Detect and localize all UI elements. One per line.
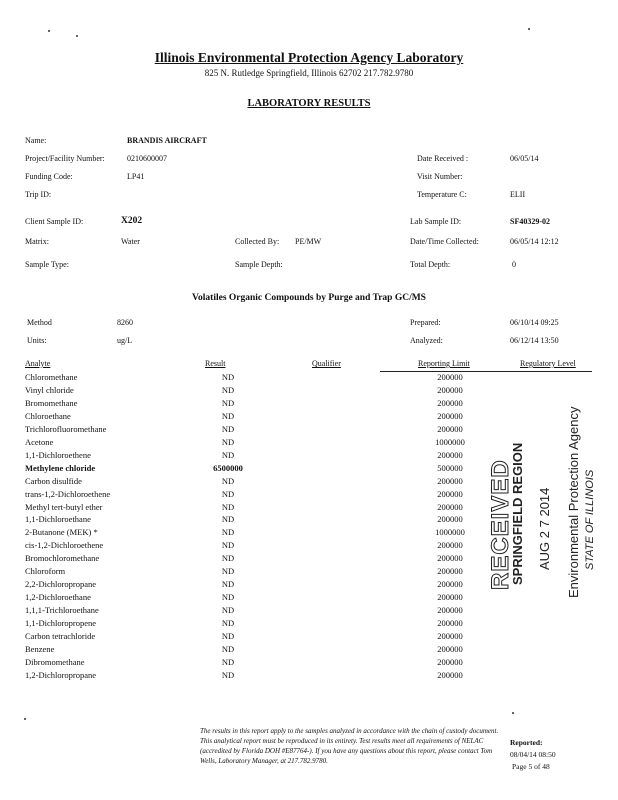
result-value: ND bbox=[221, 397, 235, 408]
footer-disclaimer: The results in this report apply to the samples analyzed in accordance with the chain of custody document. This analytical report must be reproduced in its entirety. Test results meet all requirements of NELAC (accredited by Florida DOH #E87764-). If you have any questions about this report, please contact Tom Wells, Laboratory Manager, at 217.782.9780. bbox=[200, 727, 499, 765]
result-value: ND bbox=[221, 423, 235, 434]
lab-sample-label: Lab Sample ID: bbox=[410, 217, 462, 226]
result-value: ND bbox=[221, 579, 235, 590]
reporting-limit-value: 200000 bbox=[437, 475, 463, 486]
result-value: ND bbox=[221, 527, 235, 538]
table-row bbox=[0, 489, 618, 502]
temperature-label: Temperature C: bbox=[417, 190, 467, 199]
analyte-name: 2-Butanone (MEK) * bbox=[25, 527, 98, 538]
result-value: ND bbox=[221, 436, 235, 447]
reporting-limit-value: 200000 bbox=[437, 423, 463, 434]
result-value: ND bbox=[221, 566, 235, 577]
client-sample-label: Client Sample ID: bbox=[25, 217, 84, 226]
section-title: Volatiles Organic Compounds by Purge and Trap GC/MS bbox=[192, 293, 426, 303]
reporting-limit-value: 200000 bbox=[437, 514, 463, 525]
visit-label: Visit Number: bbox=[417, 172, 463, 181]
reported-label: Reported: bbox=[510, 738, 543, 747]
table-row bbox=[0, 631, 618, 644]
result-value: ND bbox=[221, 372, 235, 382]
analyte-name: Methylene chloride bbox=[25, 462, 96, 473]
sample-type-label: Sample Type: bbox=[25, 260, 69, 269]
header-regulatory-level: Regulatory Level bbox=[520, 359, 576, 368]
sample-depth-label: Sample Depth: bbox=[235, 260, 283, 269]
result-value: ND bbox=[221, 618, 235, 629]
table-row bbox=[0, 553, 618, 566]
name-value: BRANDIS AIRCRAFT bbox=[127, 136, 207, 145]
result-value: ND bbox=[221, 669, 235, 680]
table-row bbox=[0, 398, 618, 411]
collected-by-value: PE/MW bbox=[295, 237, 322, 246]
reporting-limit-value: 200000 bbox=[437, 397, 463, 408]
reporting-limit-value: 1000000 bbox=[435, 527, 465, 538]
analyte-name: Dibromomethane bbox=[25, 656, 85, 667]
table-row bbox=[0, 424, 618, 437]
table-row bbox=[0, 670, 618, 683]
total-depth-value: 0 bbox=[512, 260, 516, 269]
scan-speck bbox=[512, 712, 514, 714]
analyte-name: 1,2-Dichloroethane bbox=[25, 592, 91, 603]
analyte-name: Trichlorofluoromethane bbox=[25, 423, 107, 434]
reporting-limit-value: 200000 bbox=[437, 384, 463, 395]
analyte-name: cis-1,2-Dichloroethene bbox=[25, 540, 104, 551]
matrix-value: Water bbox=[121, 237, 140, 246]
reporting-limit-value: 200000 bbox=[437, 566, 463, 577]
reported-value: 08/04/14 08:50 bbox=[510, 750, 556, 759]
method-value: 8260 bbox=[117, 318, 133, 327]
reporting-limit-value: 1000000 bbox=[435, 436, 465, 447]
project-label: Project/Facility Number: bbox=[25, 154, 105, 163]
result-value: ND bbox=[221, 488, 235, 499]
analyte-name: Methyl tert-butyl ether bbox=[25, 501, 103, 512]
collected-by-label: Collected By: bbox=[235, 237, 280, 246]
project-value: 0210600007 bbox=[127, 154, 167, 163]
table-row bbox=[0, 605, 618, 618]
header-analyte: Analyte bbox=[25, 359, 51, 368]
analyte-name: 1,1,1-Trichloroethane bbox=[25, 605, 99, 616]
units-label: Units: bbox=[27, 336, 47, 345]
method-label: Method bbox=[27, 318, 52, 327]
header-result: Result bbox=[205, 359, 226, 368]
analyte-name: 2,2-Dichloropropane bbox=[25, 579, 97, 590]
table-row bbox=[0, 514, 618, 527]
report-title: LABORATORY RESULTS bbox=[247, 98, 371, 109]
lab-address: 825 N. Rutledge Springfield, Illinois 62702 217.782.9780 bbox=[204, 68, 414, 78]
funding-value: LP41 bbox=[127, 172, 145, 181]
reporting-limit-value: 200000 bbox=[437, 410, 463, 421]
stamp-state: STATE OF ILLINOIS bbox=[584, 469, 596, 570]
analyte-name: Vinyl chloride bbox=[25, 384, 74, 395]
scan-speck bbox=[48, 30, 50, 32]
result-value: 6500000 bbox=[213, 462, 243, 473]
trip-label: Trip ID: bbox=[25, 190, 52, 199]
table-row bbox=[0, 463, 618, 476]
result-value: ND bbox=[221, 592, 235, 603]
reporting-limit-value: 200000 bbox=[437, 553, 463, 564]
analyte-name: 1,1-Dichloropropene bbox=[25, 618, 97, 629]
table-row bbox=[0, 618, 618, 631]
reporting-limit-value: 200000 bbox=[437, 656, 463, 667]
table-row bbox=[0, 592, 618, 605]
date-collected-label: Date/Time Collected: bbox=[410, 237, 479, 246]
reporting-limit-value: 200000 bbox=[437, 501, 463, 512]
analyte-name: 1,2-Dichloropropane bbox=[25, 669, 97, 680]
result-value: ND bbox=[221, 501, 235, 512]
page-number: Page 5 of 48 bbox=[512, 762, 550, 771]
analyte-name: Carbon disulfide bbox=[25, 475, 82, 486]
reporting-limit-value: 200000 bbox=[437, 372, 463, 382]
scan-speck bbox=[24, 718, 26, 720]
table-row bbox=[0, 372, 618, 385]
table-row bbox=[0, 644, 618, 657]
scan-speck bbox=[76, 35, 78, 37]
analyte-name: Bromochloromethane bbox=[25, 553, 100, 564]
result-value: ND bbox=[221, 656, 235, 667]
reporting-limit-value: 200000 bbox=[437, 618, 463, 629]
matrix-label: Matrix: bbox=[25, 237, 49, 246]
reporting-limit-value: 200000 bbox=[437, 540, 463, 551]
reporting-limit-value: 200000 bbox=[437, 488, 463, 499]
analyte-name: Carbon tetrachloride bbox=[25, 631, 96, 641]
result-value: ND bbox=[221, 384, 235, 395]
client-sample-value: X202 bbox=[121, 216, 143, 226]
temperature-value: ELII bbox=[510, 190, 526, 199]
table-row bbox=[0, 411, 618, 424]
result-value: ND bbox=[221, 540, 235, 551]
total-depth-label: Total Depth: bbox=[410, 260, 451, 269]
analyte-name: Chloromethane bbox=[25, 372, 78, 382]
reporting-limit-value: 200000 bbox=[437, 605, 463, 616]
analyzed-value: 06/12/14 13:50 bbox=[510, 336, 559, 345]
lab-title: Illinois Environmental Protection Agency Laboratory bbox=[154, 50, 464, 65]
reporting-limit-value: 200000 bbox=[437, 579, 463, 590]
lab-sample-value: SF40329-02 bbox=[510, 217, 550, 226]
date-received-value: 06/05/14 bbox=[510, 154, 539, 163]
table-row bbox=[0, 566, 618, 579]
stamp-date: AUG 2 7 2014 bbox=[537, 487, 552, 570]
scan-speck bbox=[528, 28, 530, 30]
table-row bbox=[0, 657, 618, 670]
reporting-limit-value: 500000 bbox=[437, 462, 463, 473]
header-qualifier: Qualifier bbox=[312, 359, 341, 368]
units-value: ug/L bbox=[117, 336, 133, 345]
result-value: ND bbox=[221, 475, 235, 486]
reporting-limit-value: 200000 bbox=[437, 631, 463, 641]
stamp-agency: Environmental Protection Agency bbox=[566, 406, 581, 598]
result-value: ND bbox=[221, 449, 235, 460]
result-value: ND bbox=[221, 553, 235, 564]
result-value: ND bbox=[221, 605, 235, 616]
analyte-name: Chloroethane bbox=[25, 410, 71, 421]
analyte-name: 1,1-Dichloroethane bbox=[25, 514, 91, 525]
date-collected-value: 06/05/14 12:12 bbox=[510, 237, 559, 246]
analyte-name: Benzene bbox=[25, 643, 55, 654]
reporting-limit-value: 200000 bbox=[437, 592, 463, 603]
result-value: ND bbox=[221, 410, 235, 421]
result-value: ND bbox=[221, 631, 235, 641]
reporting-limit-value: 200000 bbox=[437, 643, 463, 654]
prepared-label: Prepared: bbox=[410, 318, 441, 327]
table-row bbox=[0, 502, 618, 515]
reporting-limit-value: 200000 bbox=[437, 449, 463, 460]
table-row bbox=[0, 476, 618, 489]
funding-label: Funding Code: bbox=[25, 172, 73, 181]
analyte-name: 1,1-Dichloroethene bbox=[25, 449, 91, 460]
table-row bbox=[0, 385, 618, 398]
analyte-name: trans-1,2-Dichloroethene bbox=[25, 488, 111, 499]
analyte-name: Bromomethane bbox=[25, 397, 78, 408]
table-row bbox=[0, 437, 618, 450]
analyte-name: Acetone bbox=[25, 436, 54, 447]
prepared-value: 06/10/14 09:25 bbox=[510, 318, 559, 327]
table-row bbox=[0, 450, 618, 463]
received-stamp: RECEIVED bbox=[487, 459, 514, 590]
table-row bbox=[0, 579, 618, 592]
analyzed-label: Analyzed: bbox=[410, 336, 443, 345]
header-reporting-limit: Reporting Limit bbox=[418, 359, 470, 368]
stamp-region: SPRINGFIELD REGION bbox=[510, 442, 525, 585]
table-row bbox=[0, 540, 618, 553]
name-label: Name: bbox=[25, 136, 47, 145]
result-value: ND bbox=[221, 514, 235, 525]
date-received-label: Date Received : bbox=[417, 154, 469, 163]
result-value: ND bbox=[221, 643, 235, 654]
table-row bbox=[0, 527, 618, 540]
reporting-limit-value: 200000 bbox=[437, 669, 463, 680]
analyte-name: Chloroform bbox=[25, 566, 66, 577]
